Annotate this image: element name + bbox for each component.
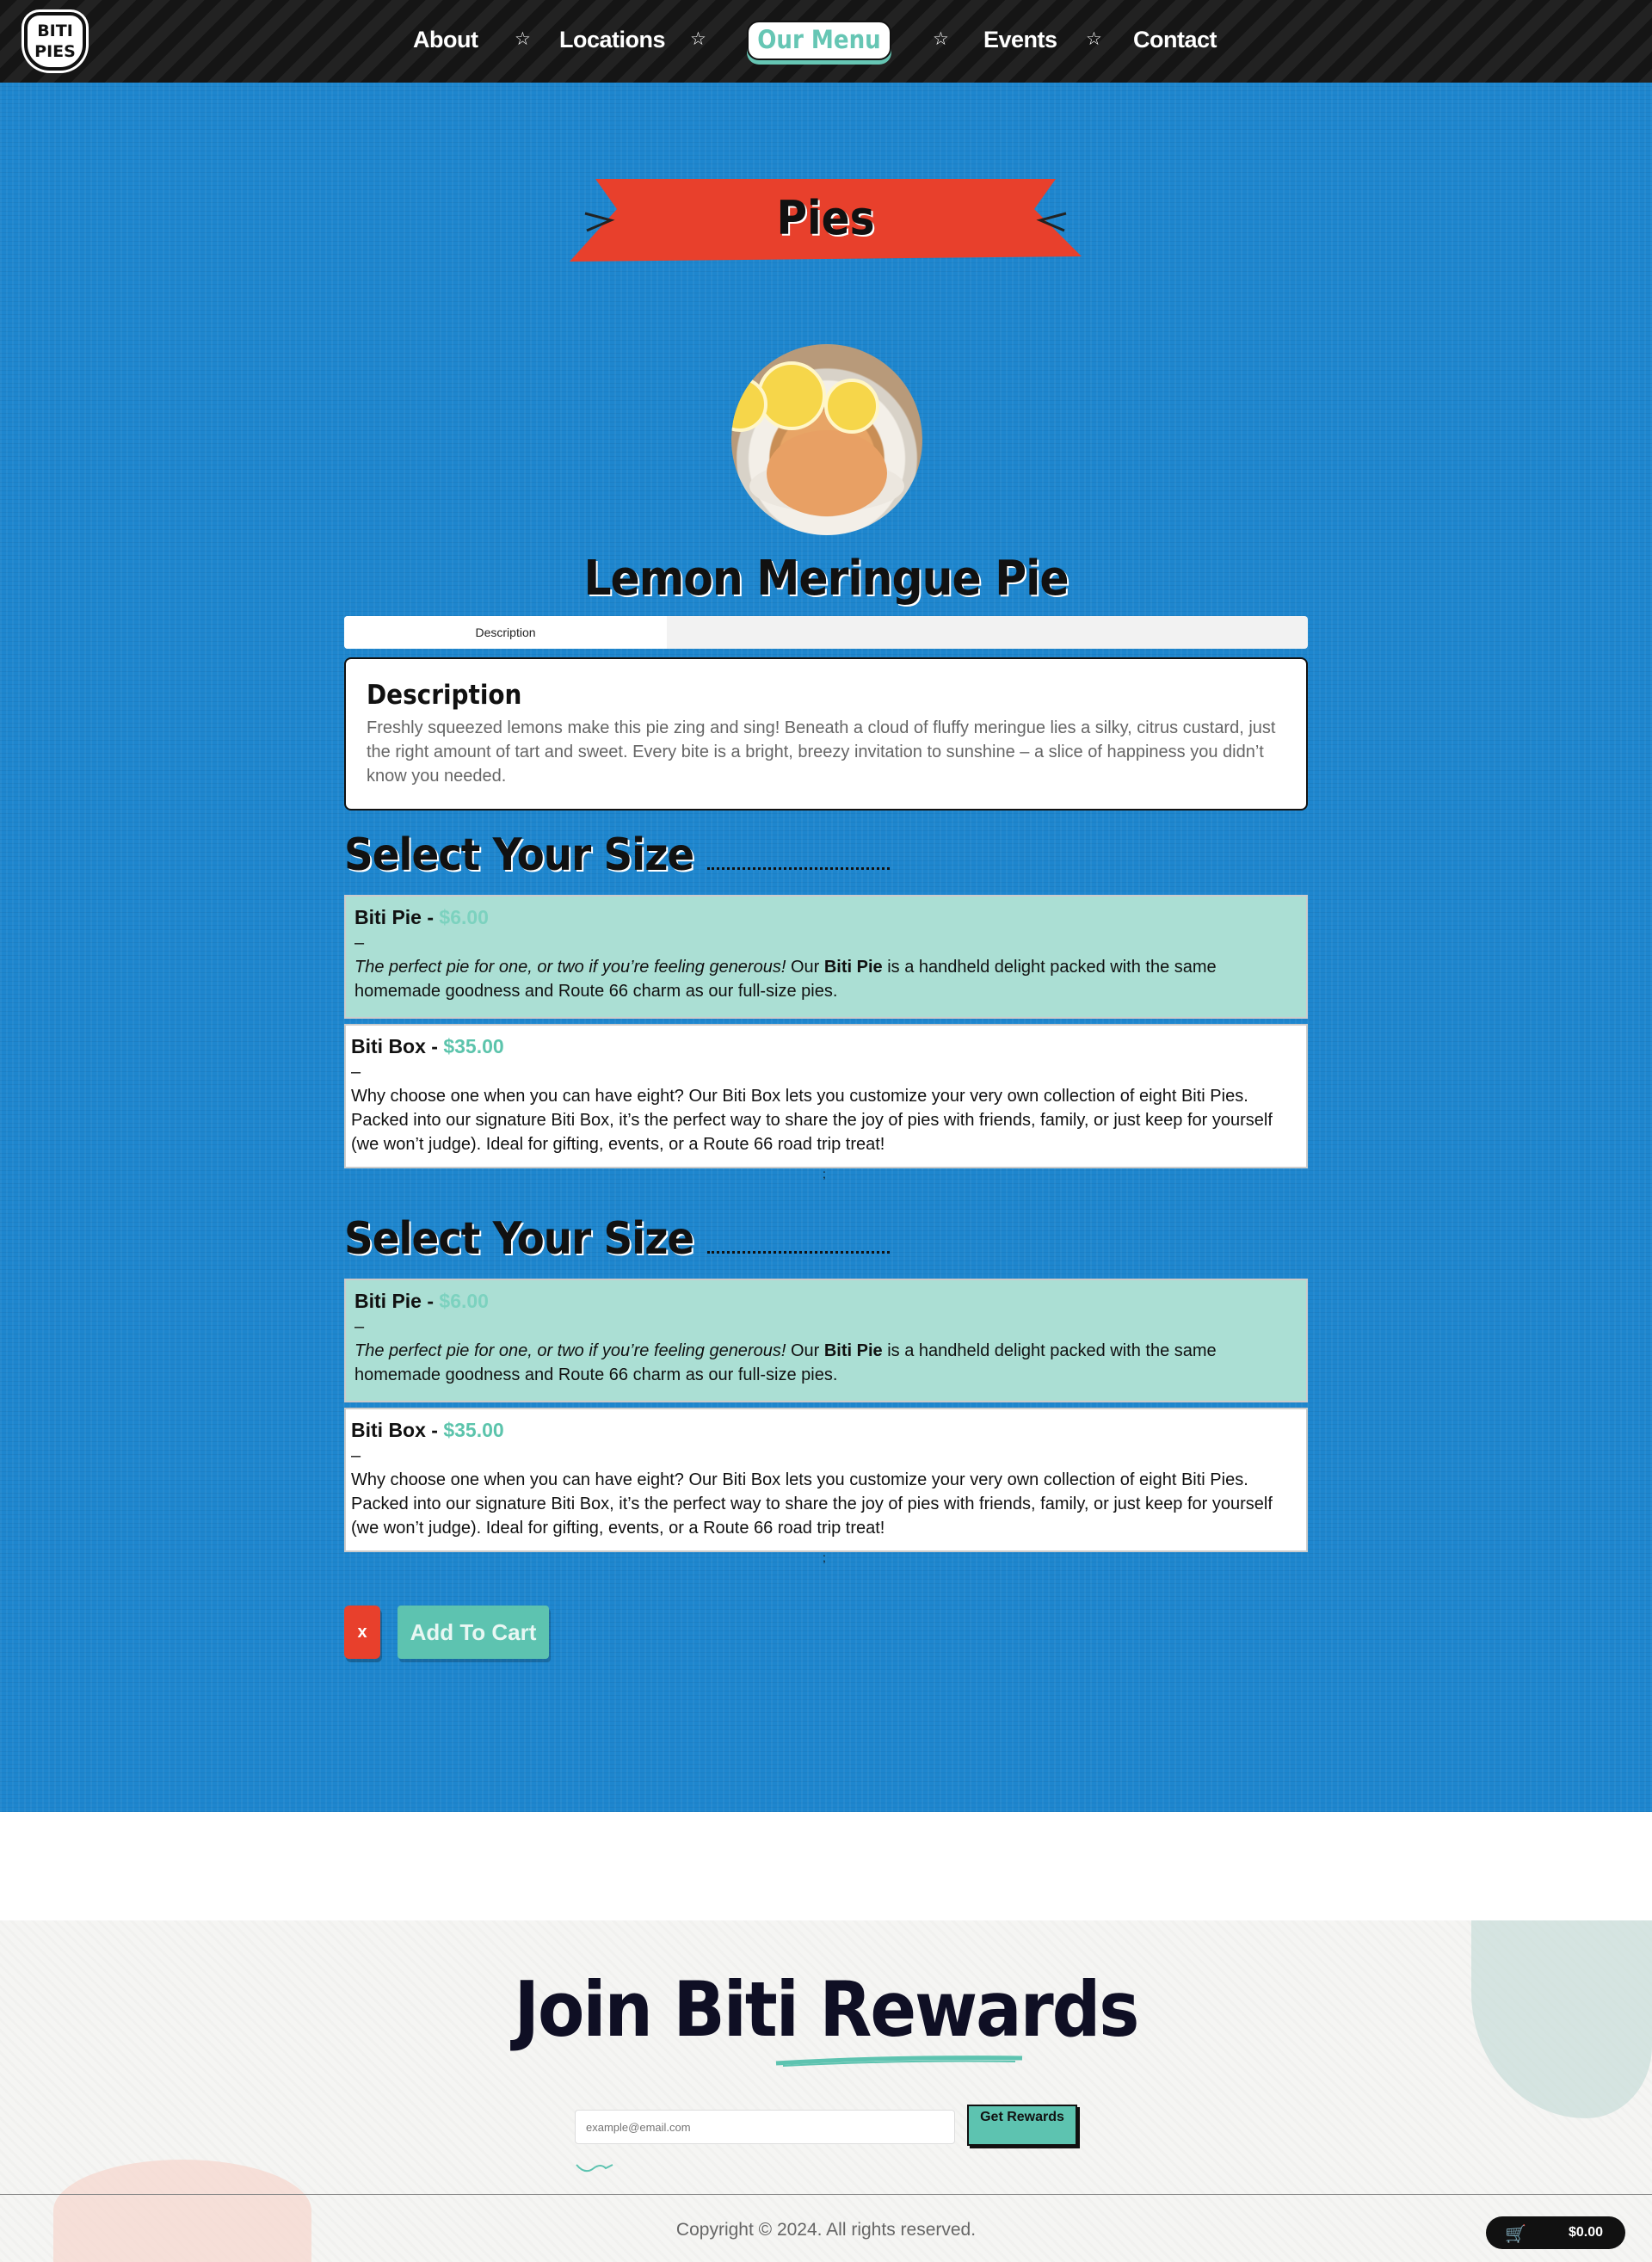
nav-our-menu[interactable]: Our Menu [747, 21, 891, 60]
size-option-biti-pie[interactable]: Biti Pie - $6.00 – The perfect pie for one, or two if you’re feeling generous! Our Biti Pie is a handheld delight packed with the same homemade goodness and Route 66 charm as our full-size pies. [344, 895, 1308, 1019]
brush-underline [774, 2055, 1024, 2067]
size-option-biti-box[interactable]: Biti Box - $35.00 – Why choose one when you can have eight? Our Biti Box lets you customize your very own collection of eight Biti Pies. Packed into our signature Biti Box, it’s the perfect way to share the joy of pies with friends, family, or just keep for yourself (we won’t judge). Ideal for gifting, events, or a Route 66 road trip treat! [344, 1024, 1308, 1168]
get-rewards-button[interactable]: Get Rewards [967, 2105, 1077, 2146]
size-option-biti-pie[interactable]: Biti Pie - $6.00 – The perfect pie for one, or two if you’re feeling generous! Our Biti Pie is a handheld delight packed with the same homemade goodness and Route 66 charm as our full-size pies. [344, 1279, 1308, 1402]
description-panel [344, 657, 1308, 810]
add-to-cart-button[interactable]: Add To Cart [398, 1606, 549, 1659]
lemon-meringue-pie-image [731, 344, 922, 535]
cart-total: $0.00 [1568, 2225, 1603, 2240]
category-title: Pies [776, 191, 875, 245]
star-icon: ☆ [515, 29, 531, 49]
size-option-biti-box[interactable]: Biti Box - $35.00 – Why choose one when you can have eight? Our Biti Box lets you customize your very own collection of eight Biti Pies. Packed into our signature Biti Box, it’s the perfect way to share the joy of pies with friends, family, or just keep for yourself (we won’t judge). Ideal for gifting, events, or a Route 66 road trip treat! [344, 1408, 1308, 1552]
select-size-heading: Select Your Size [344, 1213, 890, 1265]
description-heading: Description [367, 680, 522, 711]
star-icon: ☆ [1086, 29, 1102, 49]
product-tabs [344, 616, 1308, 649]
size-marker: ; [823, 1550, 826, 1564]
cart-button[interactable] [1486, 2216, 1625, 2249]
cart-icon: 🛒 [1505, 2225, 1526, 2244]
decorative-blob [53, 2160, 311, 2262]
squiggle-icon [575, 2160, 614, 2177]
rewards-heading: Join Biti Rewards [514, 1965, 1138, 2054]
biti-pies-logo[interactable]: BITI PIES [24, 12, 86, 71]
remove-button[interactable]: x [344, 1606, 380, 1659]
tab-description[interactable]: Description [344, 616, 667, 649]
nav-links [0, 0, 1652, 83]
nav-locations[interactable]: Locations [559, 27, 666, 52]
description-text: Freshly squeezed lemons make this pie zing and sing! Beneath a cloud of fluffy meringue lies a silky, citrus custard, just the right amount of tart and sweet. Every bite is a bright, breezy invitation to sunshine – a slice of happiness you didn’t know you needed. [367, 718, 1276, 786]
nav-contact[interactable]: Contact [1133, 27, 1217, 52]
nav-events[interactable]: Events [983, 27, 1057, 52]
email-input[interactable] [575, 2110, 955, 2144]
footer-divider [0, 2194, 1652, 2195]
size-marker: ; [823, 1167, 826, 1180]
nav-about[interactable]: About [413, 27, 478, 52]
product-title: Lemon Meringue Pie [583, 551, 1069, 607]
copyright-text: Copyright © 2024. All rights reserved. [675, 2220, 977, 2240]
select-size-heading: Select Your Size [344, 829, 890, 881]
star-icon: ☆ [690, 29, 706, 49]
star-icon: ☆ [933, 29, 949, 49]
top-nav [0, 0, 1652, 83]
